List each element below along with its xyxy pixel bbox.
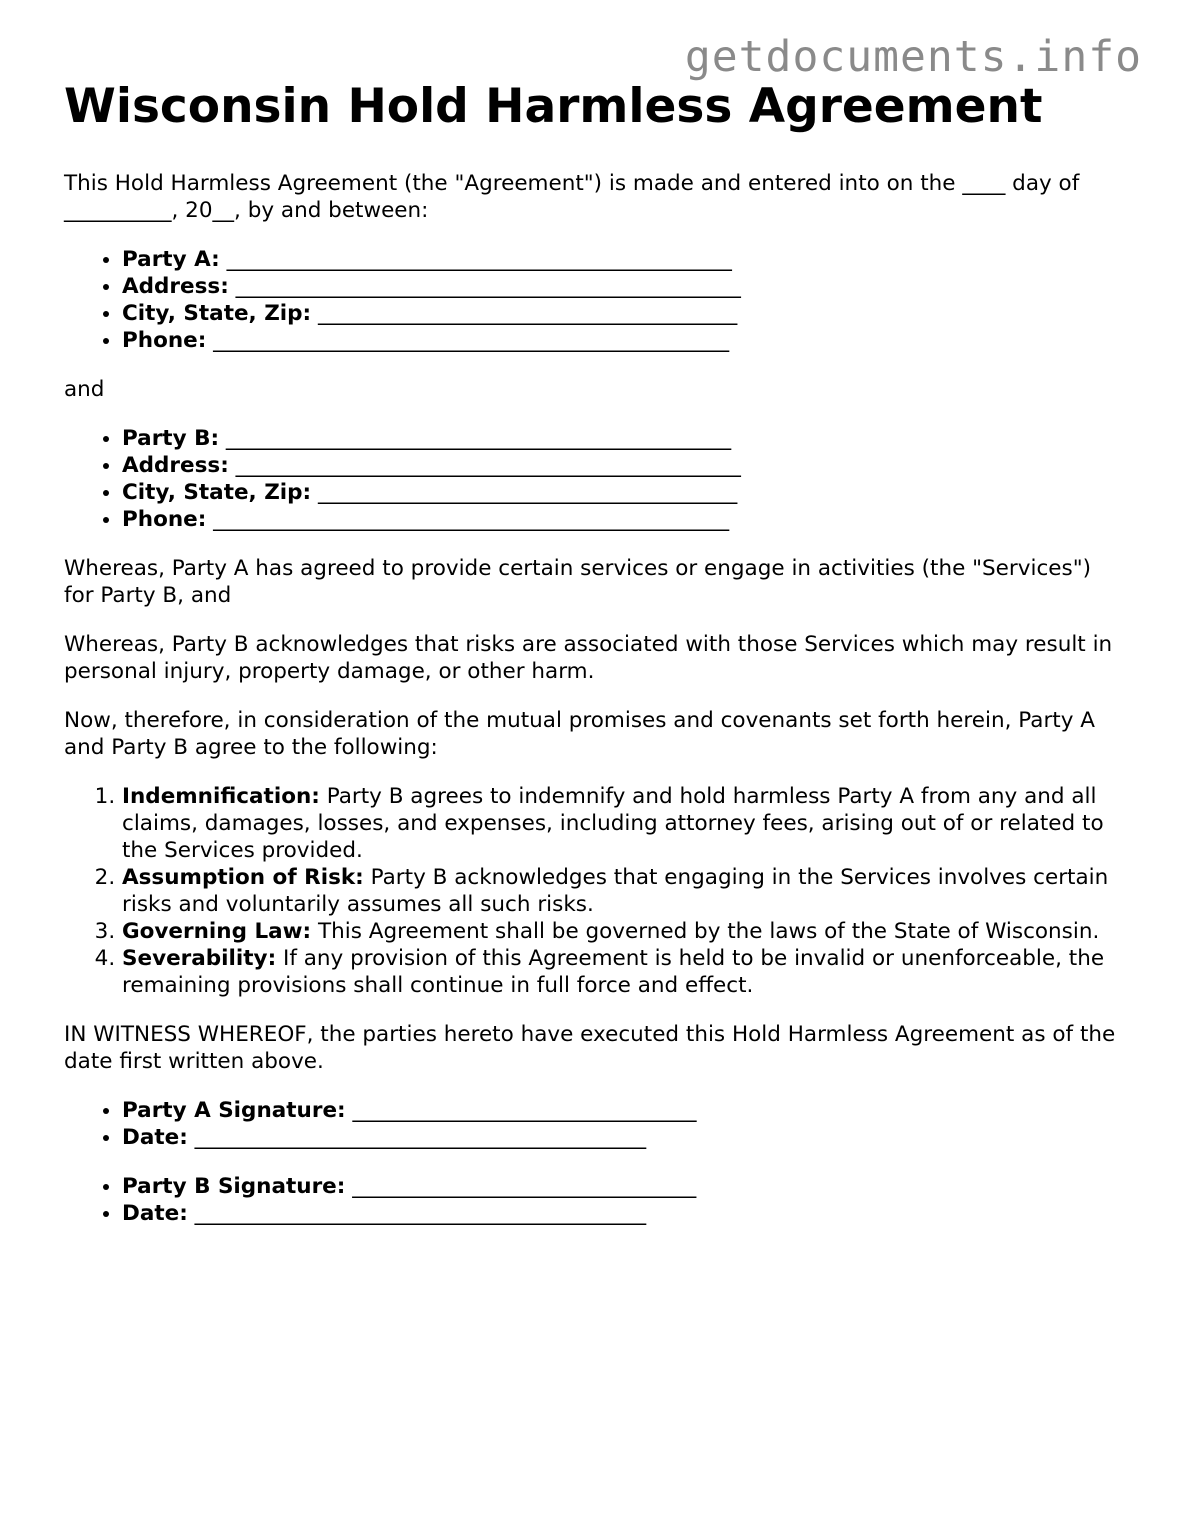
party-a-city-state-zip-field[interactable] [122,300,1124,327]
field-label: Date: [122,1201,188,1227]
blank-line: ________________________________________________ [213,328,730,354]
field-label: Party A Signature: [122,1098,346,1124]
blank-line: _______________________________________ [318,480,738,506]
field-label: Party B: [122,426,220,452]
party-b-address-field[interactable] [122,452,1124,479]
blank-line: __________________________________________ [194,1201,647,1227]
clause-text: Party B agrees to indemnify and hold harmless Party A from any and all claims, damages, losses, and expenses, including attorney fees, arising out of or related to the Services provided. [122,784,1104,864]
party-b-date-field[interactable] [122,1200,1124,1227]
clause-heading: Assumption of Risk: [122,865,364,891]
clause-heading: Severability: [122,946,277,972]
blank-line: _______________________________________________ [235,453,741,479]
blank-line: _______________________________________________ [225,426,732,452]
agreement-clauses [64,783,1124,999]
blank-line: _______________________________________________ [235,274,741,300]
document-page [64,80,1124,1249]
party-a-details [64,246,1124,354]
clause-text: This Agreement shall be governed by the laws of the State of Wisconsin. [318,919,1100,945]
document-title: Wisconsin Hold Harmless Agreement [64,79,1043,134]
party-b-signature-field[interactable] [122,1173,1124,1200]
party-b-signature-block [64,1173,1124,1227]
party-b-city-state-zip-field[interactable] [122,479,1124,506]
and-text: and [64,377,105,403]
party-a-signature-block [64,1097,1124,1151]
clause-governing-law [122,918,1124,945]
clause-severability [122,945,1124,999]
blank-line: ________________________________ [352,1098,697,1124]
field-label: Address: [122,453,229,479]
party-b-name-field[interactable] [122,425,1124,452]
party-a-name-field[interactable] [122,246,1124,273]
field-label: Party A: [122,247,220,273]
clause-text: Party B acknowledges that engaging in the Services involves certain risks and voluntarily assumes all such risks. [122,865,1109,918]
whereas-paragraph-1: Whereas, Party A has agreed to provide certain services or engage in activities (the "Services") for Party B, and [64,556,1091,609]
intro-paragraph: This Hold Harmless Agreement (the "Agreement") is made and entered into on the ____ day of __________, 20__, by and between: [64,171,1080,224]
party-a-date-field[interactable] [122,1124,1124,1151]
party-a-phone-field[interactable] [122,327,1124,354]
clause-heading: Governing Law: [122,919,312,945]
field-label: Date: [122,1125,188,1151]
whereas-paragraph-2: Whereas, Party B acknowledges that risks are associated with those Services which may result in personal injury, property damage, or other harm. [64,632,1113,685]
field-label: Phone: [122,328,207,354]
blank-line: _______________________________________ [318,301,738,327]
party-a-address-field[interactable] [122,273,1124,300]
clause-text: If any provision of this Agreement is held to be invalid or unenforceable, the remaining provisions shall continue in full force and effect. [122,946,1105,999]
party-b-phone-field[interactable] [122,506,1124,533]
clause-indemnification [122,783,1124,864]
field-label: Address: [122,274,229,300]
now-therefore-paragraph: Now, therefore, in consideration of the mutual promises and covenants set forth herein, Party A and Party B agree to the following: [64,708,1095,761]
clause-heading: Indemnification: [122,784,320,810]
blank-line: __________________________________________ [194,1125,647,1151]
field-label: Phone: [122,507,207,533]
blank-line: _______________________________________________ [226,247,732,273]
field-label: Party B Signature: [122,1174,346,1200]
party-b-details [64,425,1124,533]
blank-line: ________________________________ [352,1174,697,1200]
watermark: getdocuments.info [684,32,1142,82]
witness-paragraph: IN WITNESS WHEREOF, the parties hereto have executed this Hold Harmless Agreement as of the date first written above. [64,1022,1116,1075]
blank-line: ________________________________________________ [213,507,730,533]
field-label: City, State, Zip: [122,480,312,506]
party-a-signature-field[interactable] [122,1097,1124,1124]
field-label: City, State, Zip: [122,301,312,327]
clause-assumption-of-risk [122,864,1124,918]
